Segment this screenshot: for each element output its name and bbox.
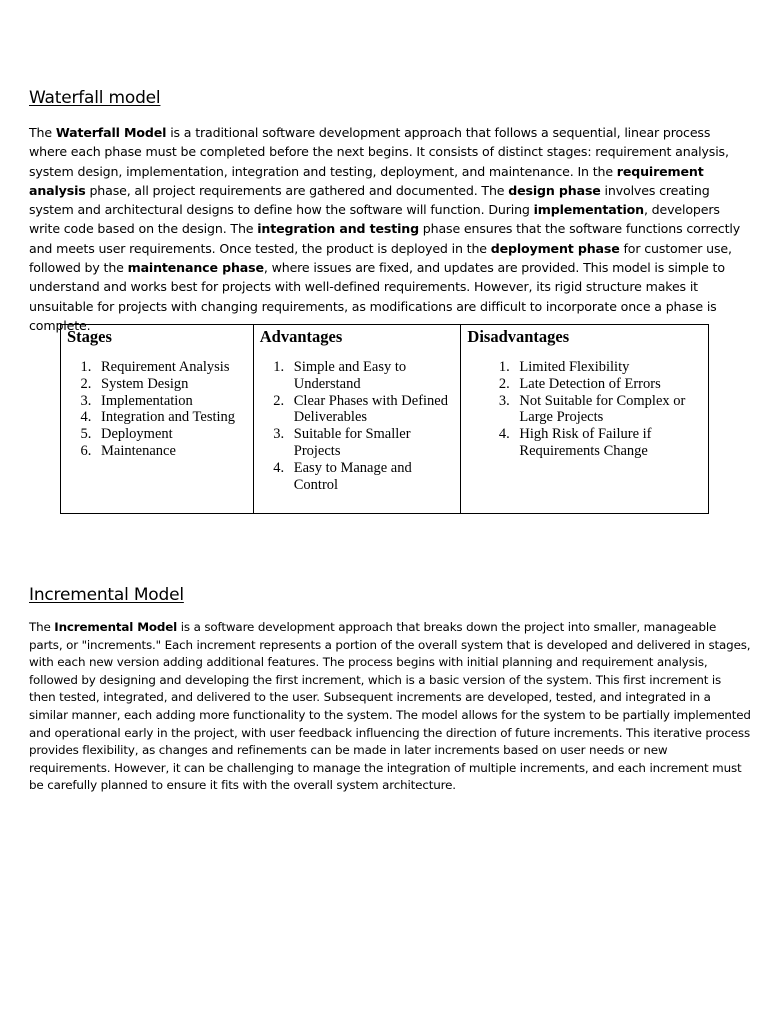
waterfall-heading: Waterfall model xyxy=(29,88,161,108)
table-body-row xyxy=(61,347,709,514)
incremental-paragraph xyxy=(29,619,751,795)
list-item: 3. Implementation xyxy=(95,393,249,410)
list-item: 4. High Risk of Failure if Requirements Change xyxy=(513,426,704,460)
text-run: phase ensures that the software functions correctly and meets user requirements. Once tested, the product is deployed in the xyxy=(29,221,741,256)
text-run: The xyxy=(29,620,55,634)
list-item: 2. Clear Phases with Defined Deliverables xyxy=(288,393,457,427)
header-advantages: Advantages xyxy=(253,325,461,348)
bold-term: Waterfall Model xyxy=(55,125,167,140)
text-run: is a software development approach that breaks down the project into smaller, manageable parts, or "increments." Each increment represents a portion of the overall system that is developed and delivered in stages, with each new version adding additional features. The process begins with initial planning and requirement analysis, followed by designing and developing the first increment, which is a basic version of the system. This first increment is then tested, integrated, and delivered to the user. Subsequent increments are developed, tested, and integrated in a similar manner, each adding more functionality to the system. The model allows for the system to be partially implemented and operational early in the project, with user feedback influencing the direction of future increments. This iterative process provides flexibility, as changes and refinements can be made in later increments based on user needs or new requirements. However, it can be challenging to manage the integration of multiple increments, and each increment must be carefully planned to ensure it fits with the overall system architecture. xyxy=(29,620,751,793)
text-run: The xyxy=(29,125,56,140)
disadvantages-list xyxy=(467,359,704,460)
advantages-cell xyxy=(253,347,461,514)
text-run: , where issues are fixed, and updates are provided. This model is simple to understand and works best for projects with well-defined requirements. However, its rigid structure makes it unsuitable for projects with changing requirements, as modifications are difficult to incorporate once a phase is complete. xyxy=(29,260,725,333)
list-item: 2. System Design xyxy=(95,376,249,393)
list-item: 4. Easy to Manage and Control xyxy=(288,460,457,494)
stages-list xyxy=(67,359,249,460)
waterfall-paragraph xyxy=(29,123,751,335)
list-item: 4. Integration and Testing xyxy=(95,409,249,426)
header-disadvantages: Disadvantages xyxy=(461,325,709,348)
stages-cell xyxy=(61,347,254,514)
list-item: 1. Requirement Analysis xyxy=(95,359,249,376)
bold-term: requirement analysis xyxy=(29,163,704,198)
incremental-heading: Incremental Model xyxy=(29,585,184,605)
advantages-list xyxy=(260,359,457,493)
list-item: 3. Not Suitable for Complex or Large Projects xyxy=(513,393,704,427)
table-header-row xyxy=(61,325,709,348)
list-item: 3. Suitable for Smaller Projects xyxy=(288,426,457,460)
header-stages: Stages xyxy=(61,325,254,348)
bold-term: maintenance phase xyxy=(127,260,264,276)
text-run: for customer use, followed by the xyxy=(29,240,732,276)
text-run: involves creating system and architectural designs to define how the software will function. During xyxy=(29,182,710,218)
bold-term: design phase xyxy=(508,182,601,198)
text-run: phase, all project requirements are gathered and documented. The xyxy=(85,182,509,198)
bold-term: deployment phase xyxy=(490,240,620,256)
list-item: 2. Late Detection of Errors xyxy=(513,376,704,393)
disadvantages-cell xyxy=(461,347,709,514)
list-item: 1. Simple and Easy to Understand xyxy=(288,359,457,393)
list-item: 6. Maintenance xyxy=(95,443,249,460)
list-item: 5. Deployment xyxy=(95,426,249,443)
bold-term: implementation xyxy=(533,202,644,218)
text-run: is a traditional software development approach that follows a sequential, linear process where each phase must be completed before the next begins. It consists of distinct stages: requirement analysis, system design, implementation, integration and testing, deployment, and maintenance. In the xyxy=(29,125,729,179)
text-run: , developers write code based on the design. The xyxy=(29,202,720,237)
bold-term: Incremental Model xyxy=(54,620,178,634)
waterfall-comparison-table xyxy=(60,324,709,514)
bold-term: integration and testing xyxy=(257,221,419,237)
list-item: 1. Limited Flexibility xyxy=(513,359,704,376)
